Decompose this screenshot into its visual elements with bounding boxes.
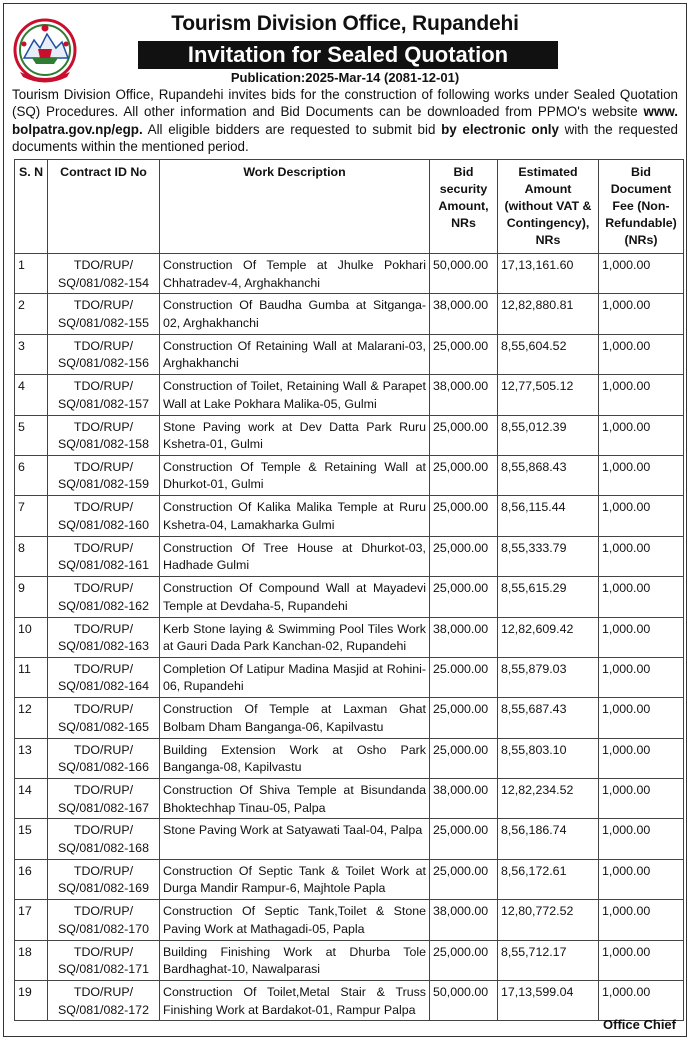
row-contract-id-text: SQ/081/082-158 xyxy=(58,437,149,452)
row-contract-id-text: SQ/081/082-160 xyxy=(58,517,149,532)
row-contract-id-cell xyxy=(48,698,160,738)
row-description-cell xyxy=(160,819,430,859)
row-bid-security-text: 25,000.00 xyxy=(433,742,489,757)
row-description-cell xyxy=(160,455,430,495)
table-body xyxy=(15,254,684,1021)
intro-paragraph xyxy=(12,86,678,156)
row-estimated-amount-cell xyxy=(498,455,599,495)
publication-date: Publication:2025-Mar-14 (2081-12-01) xyxy=(230,70,460,85)
row-contract-id-text: TDO/RUP/ xyxy=(73,621,134,636)
row-sn-cell xyxy=(15,294,48,334)
row-sn-cell xyxy=(15,819,48,859)
row-description-text: Construction Of Toilet,Metal Stair & Truss Finishing Work at Bardakot-01, Rampur Palpa xyxy=(163,985,426,1017)
row-contract-id-cell xyxy=(48,254,160,294)
row-contract-id-text: SQ/081/082-171 xyxy=(58,962,149,977)
row-contract-id-text: TDO/RUP/ xyxy=(73,863,134,878)
row-description-cell xyxy=(160,940,430,980)
row-document-fee-cell xyxy=(599,657,684,697)
row-sn-cell xyxy=(15,779,48,819)
row-sn-text: 4 xyxy=(18,379,25,394)
row-bid-security-cell xyxy=(430,698,498,738)
row-contract-id-text: SQ/081/082-166 xyxy=(58,760,149,775)
row-estimated-amount-text: 8,56,186.74 xyxy=(501,823,567,838)
row-contract-id-text: TDO/RUP/ xyxy=(73,419,134,434)
row-sn-text: 2 xyxy=(18,298,25,313)
notice-banner: Invitation for Sealed Quotation xyxy=(138,41,558,69)
row-estimated-amount-text: 8,55,687.43 xyxy=(501,702,567,717)
row-description-cell xyxy=(160,698,430,738)
row-contract-id-cell xyxy=(48,375,160,415)
header-estimated-amount: Estimated Amount (without VAT & Contingency), NRs xyxy=(498,160,599,254)
row-document-fee-text: 1,000.00 xyxy=(602,661,651,676)
row-sn-cell xyxy=(15,698,48,738)
row-bid-security-cell xyxy=(430,859,498,899)
row-bid-security-text: 25,000.00 xyxy=(433,540,489,555)
row-sn-text: 11 xyxy=(18,661,31,676)
row-sn-text: 7 xyxy=(18,500,25,515)
header-sn: S. N xyxy=(15,160,48,254)
row-estimated-amount-text: 17,13,161.60 xyxy=(501,258,574,272)
row-description-text: Construction Of Shiva Temple at Bisundanda Bhoktechhap Tinau-05, Palpa xyxy=(163,783,426,815)
row-document-fee-text: 1,000.00 xyxy=(602,944,651,959)
row-document-fee-text: 1,000.00 xyxy=(602,419,651,434)
row-bid-security-cell xyxy=(430,375,498,415)
row-bid-security-cell xyxy=(430,981,498,1021)
row-estimated-amount-text: 8,56,115.44 xyxy=(501,500,566,515)
row-description-cell xyxy=(160,738,430,778)
row-bid-security-cell xyxy=(430,940,498,980)
row-document-fee-text: 1,000.00 xyxy=(602,581,651,596)
website-link[interactable]: www. bolpatra.gov.np/egp. xyxy=(12,104,678,137)
notice-page xyxy=(3,3,687,1037)
row-sn-cell xyxy=(15,455,48,495)
row-estimated-amount-cell xyxy=(498,900,599,940)
row-estimated-amount-cell xyxy=(498,859,599,899)
row-description-cell xyxy=(160,577,430,617)
row-bid-security-cell xyxy=(430,819,498,859)
row-document-fee-cell xyxy=(599,334,684,374)
row-bid-security-text: 25,000.00 xyxy=(433,419,489,434)
row-contract-id-cell xyxy=(48,617,160,657)
row-description-text: Building Extension Work at Osho Park Banganga-08, Kapilvastu xyxy=(163,742,426,775)
row-document-fee-text: 1,000.00 xyxy=(602,298,651,313)
row-contract-id-text: SQ/081/082-169 xyxy=(58,881,149,896)
row-description-text: Construction Of Tree House at Dhurkot-03, Hadhade Gulmi xyxy=(163,540,426,573)
row-sn-cell xyxy=(15,657,48,697)
table-row xyxy=(15,536,684,576)
row-sn-text: 16 xyxy=(18,863,32,878)
row-document-fee-cell xyxy=(599,294,684,334)
row-document-fee-cell xyxy=(599,779,684,819)
row-description-cell xyxy=(160,375,430,415)
table-row xyxy=(15,496,684,536)
row-document-fee-text: 1,000.00 xyxy=(602,783,651,798)
row-contract-id-text: TDO/RUP/ xyxy=(73,298,134,313)
row-document-fee-cell xyxy=(599,698,684,738)
row-document-fee-cell xyxy=(599,738,684,778)
row-description-text: Construction Of Temple at Jhulke Pokhari Chhatradev-4, Arghakhanchi xyxy=(163,258,426,290)
row-sn-text: 14 xyxy=(18,783,32,798)
row-contract-id-text: SQ/081/082-172 xyxy=(58,1002,149,1017)
table-row xyxy=(15,779,684,819)
row-description-cell xyxy=(160,981,430,1021)
row-contract-id-text: SQ/081/082-156 xyxy=(58,356,149,371)
table-row xyxy=(15,859,684,899)
row-bid-security-text: 25,000.00 xyxy=(433,863,489,878)
row-document-fee-cell xyxy=(599,819,684,859)
row-document-fee-text: 1,000.00 xyxy=(602,823,651,838)
row-sn-cell xyxy=(15,738,48,778)
row-document-fee-text: 1,000.00 xyxy=(602,702,651,717)
row-sn-text: 10 xyxy=(18,621,32,636)
row-estimated-amount-cell xyxy=(498,779,599,819)
row-estimated-amount-cell xyxy=(498,254,599,294)
row-estimated-amount-cell xyxy=(498,657,599,697)
row-document-fee-cell xyxy=(599,981,684,1021)
row-document-fee-text: 1,000.00 xyxy=(602,500,651,515)
row-estimated-amount-cell xyxy=(498,617,599,657)
row-document-fee-text: 1,000.00 xyxy=(602,621,651,636)
row-document-fee-cell xyxy=(599,375,684,415)
row-description-text: Construction Of Temple at Laxman Ghat Bolbam Dham Banganga-06, Kapilvastu xyxy=(163,702,426,734)
row-contract-id-text: TDO/RUP/ xyxy=(73,258,134,272)
row-estimated-amount-text: 17,13,599.04 xyxy=(501,985,574,1000)
row-bid-security-cell xyxy=(430,334,498,374)
row-estimated-amount-text: 8,55,868.43 xyxy=(501,459,567,474)
row-contract-id-cell xyxy=(48,455,160,495)
row-sn-cell xyxy=(15,617,48,657)
row-sn-cell xyxy=(15,981,48,1021)
row-document-fee-text: 1,000.00 xyxy=(602,379,651,394)
office-title: Tourism Division Office, Rupandehi xyxy=(171,12,519,35)
table-row xyxy=(15,981,684,1021)
row-contract-id-cell xyxy=(48,657,160,697)
row-sn-text: 8 xyxy=(18,540,25,555)
row-description-cell xyxy=(160,859,430,899)
row-sn-cell xyxy=(15,254,48,294)
row-estimated-amount-text: 8,55,712.17 xyxy=(501,944,567,959)
works-table xyxy=(14,159,684,1021)
table-row xyxy=(15,698,684,738)
row-bid-security-text: 38,000.00 xyxy=(433,298,489,313)
row-bid-security-text: 50,000.00 xyxy=(433,985,489,1000)
row-bid-security-text: 25,000.00 xyxy=(433,500,489,515)
row-bid-security-cell xyxy=(430,738,498,778)
office-chief-signature: Office Chief xyxy=(603,1017,676,1032)
row-document-fee-cell xyxy=(599,577,684,617)
row-contract-id-text: SQ/081/082-159 xyxy=(58,477,149,492)
row-bid-security-text: 25,000.00 xyxy=(433,944,489,959)
row-bid-security-cell xyxy=(430,617,498,657)
row-document-fee-text: 1,000.00 xyxy=(602,459,651,474)
row-contract-id-text: TDO/RUP/ xyxy=(73,581,134,596)
row-contract-id-text: TDO/RUP/ xyxy=(73,823,134,838)
row-contract-id-cell xyxy=(48,536,160,576)
table-row xyxy=(15,819,684,859)
row-contract-id-cell xyxy=(48,577,160,617)
row-document-fee-text: 1,000.00 xyxy=(602,985,651,1000)
table-row xyxy=(15,254,684,294)
row-bid-security-cell xyxy=(430,496,498,536)
table-row xyxy=(15,617,684,657)
row-estimated-amount-cell xyxy=(498,577,599,617)
table-row xyxy=(15,657,684,697)
row-description-cell xyxy=(160,536,430,576)
row-contract-id-text: SQ/081/082-165 xyxy=(58,719,149,734)
row-bid-security-text: 38,000.00 xyxy=(433,621,489,636)
row-contract-id-cell xyxy=(48,981,160,1021)
row-contract-id-text: TDO/RUP/ xyxy=(73,783,134,798)
row-contract-id-cell xyxy=(48,415,160,455)
table-row xyxy=(15,455,684,495)
row-description-text: Construction Of Temple & Retaining Wall at Dhurkot-01, Gulmi xyxy=(163,459,426,492)
row-document-fee-cell xyxy=(599,617,684,657)
header-document-fee: Bid Document Fee (Non-Refundable) (NRs) xyxy=(599,160,684,254)
row-description-text: Stone Paving Work at Satyawati Taal-04, Palpa xyxy=(163,823,423,838)
row-bid-security-cell xyxy=(430,254,498,294)
row-estimated-amount-cell xyxy=(498,334,599,374)
row-estimated-amount-cell xyxy=(498,294,599,334)
row-description-text: Construction Of Septic Tank,Toilet & Stone Paving Work at Mathagadi-05, Papla xyxy=(163,904,426,936)
row-estimated-amount-text: 12,80,772.52 xyxy=(501,904,574,919)
table-row xyxy=(15,375,684,415)
row-contract-id-text: SQ/081/082-163 xyxy=(58,639,149,654)
row-bid-security-text: 50,000.00 xyxy=(433,258,489,272)
row-estimated-amount-cell xyxy=(498,738,599,778)
row-document-fee-cell xyxy=(599,536,684,576)
intro-emphasis: by electronic only xyxy=(441,121,559,137)
row-document-fee-cell xyxy=(599,496,684,536)
table-row xyxy=(15,294,684,334)
row-contract-id-text: SQ/081/082-168 xyxy=(58,840,149,855)
row-sn-text: 6 xyxy=(18,459,25,474)
row-contract-id-text: SQ/081/082-162 xyxy=(58,598,149,613)
row-contract-id-text: SQ/081/082-170 xyxy=(58,921,149,936)
row-bid-security-cell xyxy=(430,294,498,334)
row-sn-text: 1 xyxy=(18,258,25,272)
table-row xyxy=(15,415,684,455)
row-description-text: Construction Of Septic Tank & Toilet Work at Durga Mandir Rampur-6, Majhtole Papla xyxy=(163,863,426,896)
row-contract-id-text: TDO/RUP/ xyxy=(73,459,134,474)
row-contract-id-cell xyxy=(48,900,160,940)
table-row xyxy=(15,940,684,980)
row-estimated-amount-text: 8,55,333.79 xyxy=(501,540,567,555)
row-description-text: Building Finishing Work at Dhurba Tole Bardhaghat-10, Nawalparasi xyxy=(163,944,426,977)
row-bid-security-cell xyxy=(430,536,498,576)
row-estimated-amount-cell xyxy=(498,415,599,455)
row-estimated-amount-text: 8,55,615.29 xyxy=(501,581,567,596)
row-sn-cell xyxy=(15,375,48,415)
row-description-text: Construction of Toilet, Retaining Wall & Parapet Wall at Lake Pokhara Malika-05, Gulmi xyxy=(163,379,426,411)
row-description-cell xyxy=(160,617,430,657)
row-contract-id-text: TDO/RUP/ xyxy=(73,379,134,394)
row-description-text: Stone Paving work at Dev Datta Park Ruru Kshetra-01, Gulmi xyxy=(163,419,426,452)
row-document-fee-cell xyxy=(599,254,684,294)
header-contract-id: Contract ID No xyxy=(48,160,160,254)
row-document-fee-cell xyxy=(599,940,684,980)
row-sn-text: 3 xyxy=(18,338,25,353)
intro-text-3: with the requested documents within the mentioned period. xyxy=(12,121,678,155)
row-contract-id-cell xyxy=(48,779,160,819)
row-bid-security-cell xyxy=(430,455,498,495)
row-sn-text: 15 xyxy=(18,823,32,838)
row-sn-text: 19 xyxy=(18,985,32,1000)
row-estimated-amount-cell xyxy=(498,819,599,859)
header-work-description: Work Description xyxy=(160,160,430,254)
row-sn-cell xyxy=(15,900,48,940)
row-description-cell xyxy=(160,657,430,697)
row-sn-cell xyxy=(15,496,48,536)
row-estimated-amount-text: 12,82,234.52 xyxy=(501,783,574,798)
row-contract-id-text: SQ/081/082-155 xyxy=(58,315,149,330)
row-description-text: Construction Of Retaining Wall at Malarani-03, Arghakhanchi xyxy=(163,338,426,371)
table-row xyxy=(15,334,684,374)
row-contract-id-text: SQ/081/082-161 xyxy=(58,558,149,573)
table-row xyxy=(15,738,684,778)
row-estimated-amount-text: 12,77,505.12 xyxy=(501,379,574,394)
row-contract-id-cell xyxy=(48,738,160,778)
row-estimated-amount-cell xyxy=(498,536,599,576)
row-contract-id-cell xyxy=(48,940,160,980)
row-estimated-amount-text: 12,82,880.81 xyxy=(501,298,574,313)
row-sn-cell xyxy=(15,859,48,899)
row-bid-security-text: 25,000.00 xyxy=(433,459,489,474)
row-document-fee-cell xyxy=(599,415,684,455)
row-estimated-amount-cell xyxy=(498,940,599,980)
row-description-cell xyxy=(160,415,430,455)
row-description-cell xyxy=(160,294,430,334)
row-contract-id-cell xyxy=(48,294,160,334)
row-document-fee-text: 1,000.00 xyxy=(602,540,651,555)
row-description-cell xyxy=(160,779,430,819)
row-bid-security-cell xyxy=(430,900,498,940)
row-contract-id-text: TDO/RUP/ xyxy=(73,500,134,515)
row-bid-security-text: 25,000.00 xyxy=(433,581,489,596)
row-bid-security-text: 38,000.00 xyxy=(433,379,489,394)
row-document-fee-text: 1,000.00 xyxy=(602,338,651,353)
row-sn-cell xyxy=(15,940,48,980)
row-sn-cell xyxy=(15,536,48,576)
row-sn-cell xyxy=(15,577,48,617)
row-bid-security-cell xyxy=(430,415,498,455)
row-bid-security-cell xyxy=(430,657,498,697)
row-estimated-amount-text: 12,82,609.42 xyxy=(501,621,574,636)
row-document-fee-cell xyxy=(599,900,684,940)
row-estimated-amount-text: 8,55,879.03 xyxy=(501,661,567,676)
row-bid-security-text: 38,000.00 xyxy=(433,783,489,798)
row-sn-text: 9 xyxy=(18,581,25,596)
row-estimated-amount-cell xyxy=(498,375,599,415)
row-contract-id-text: TDO/RUP/ xyxy=(73,944,134,959)
row-bid-security-text: 38,000.00 xyxy=(433,904,489,919)
row-bid-security-text: 25.000.00 xyxy=(433,661,489,676)
header-bid-security: Bid security Amount, NRs xyxy=(430,160,498,254)
row-contract-id-text: SQ/081/082-167 xyxy=(58,800,149,815)
row-description-cell xyxy=(160,900,430,940)
intro-text-2: All eligible bidders are requested to submit bid xyxy=(142,121,442,137)
row-document-fee-cell xyxy=(599,859,684,899)
row-description-text: Construction Of Kalika Malika Temple at Ruru Kshetra-04, Lamakharka Gulmi xyxy=(163,500,426,532)
row-description-text: Construction Of Baudha Gumba at Sitganga-02, Arghakhanchi xyxy=(163,298,426,330)
row-estimated-amount-text: 8,56,172.61 xyxy=(501,863,567,878)
row-document-fee-text: 1,000.00 xyxy=(602,258,651,272)
row-estimated-amount-text: 8,55,012.39 xyxy=(501,419,567,434)
row-estimated-amount-cell xyxy=(498,981,599,1021)
row-bid-security-text: 25,000.00 xyxy=(433,823,489,838)
row-contract-id-text: SQ/081/082-154 xyxy=(58,275,149,290)
row-document-fee-text: 1,000.00 xyxy=(602,863,651,878)
row-estimated-amount-cell xyxy=(498,496,599,536)
row-document-fee-text: 1,000.00 xyxy=(602,904,651,919)
row-estimated-amount-text: 8,55,604.52 xyxy=(501,338,567,353)
table-header-row xyxy=(15,160,684,254)
row-description-text: Completion Of Latipur Madina Masjid at Rohini-06, Rupandehi xyxy=(163,661,426,694)
row-contract-id-cell xyxy=(48,859,160,899)
row-estimated-amount-text: 8,55,803.10 xyxy=(501,742,567,757)
row-bid-security-text: 25,000.00 xyxy=(433,702,489,717)
row-description-cell xyxy=(160,496,430,536)
row-document-fee-cell xyxy=(599,455,684,495)
table-row xyxy=(15,900,684,940)
table-row xyxy=(15,577,684,617)
row-description-cell xyxy=(160,334,430,374)
row-bid-security-cell xyxy=(430,577,498,617)
row-document-fee-text: 1,000.00 xyxy=(602,742,651,757)
row-contract-id-cell xyxy=(48,496,160,536)
row-sn-text: 12 xyxy=(18,702,32,717)
row-sn-text: 13 xyxy=(18,742,32,757)
row-sn-cell xyxy=(15,415,48,455)
row-bid-security-text: 25,000.00 xyxy=(433,338,489,353)
row-sn-text: 18 xyxy=(18,944,32,959)
intro-text-1: Tourism Division Office, Rupandehi invites bids for the construction of following works under Sealed Quotation (SQ) Procedures. All other information and Bid Documents can be downloaded from PPMO's website xyxy=(12,87,678,120)
row-contract-id-text: SQ/081/082-164 xyxy=(58,679,149,694)
row-contract-id-text: TDO/RUP/ xyxy=(73,985,134,1000)
row-contract-id-text: TDO/RUP/ xyxy=(73,661,134,676)
row-contract-id-text: TDO/RUP/ xyxy=(73,702,134,717)
row-description-cell xyxy=(160,254,430,294)
row-contract-id-text: SQ/081/082-157 xyxy=(58,396,149,411)
row-sn-cell xyxy=(15,334,48,374)
row-sn-text: 17 xyxy=(18,904,32,919)
row-contract-id-text: TDO/RUP/ xyxy=(73,540,134,555)
row-contract-id-text: TDO/RUP/ xyxy=(73,742,134,757)
row-bid-security-cell xyxy=(430,779,498,819)
row-sn-text: 5 xyxy=(18,419,25,434)
row-contract-id-text: TDO/RUP/ xyxy=(73,338,134,353)
row-contract-id-cell xyxy=(48,819,160,859)
row-contract-id-text: TDO/RUP/ xyxy=(73,904,134,919)
row-description-text: Kerb Stone laying & Swimming Pool Tiles Work at Gauri Dada Park Kanchan-02, Rupandehi xyxy=(163,621,426,654)
row-estimated-amount-cell xyxy=(498,698,599,738)
row-description-text: Construction Of Compound Wall at Mayadevi Temple at Devdaha-5, Rupandehi xyxy=(163,581,426,613)
row-contract-id-cell xyxy=(48,334,160,374)
